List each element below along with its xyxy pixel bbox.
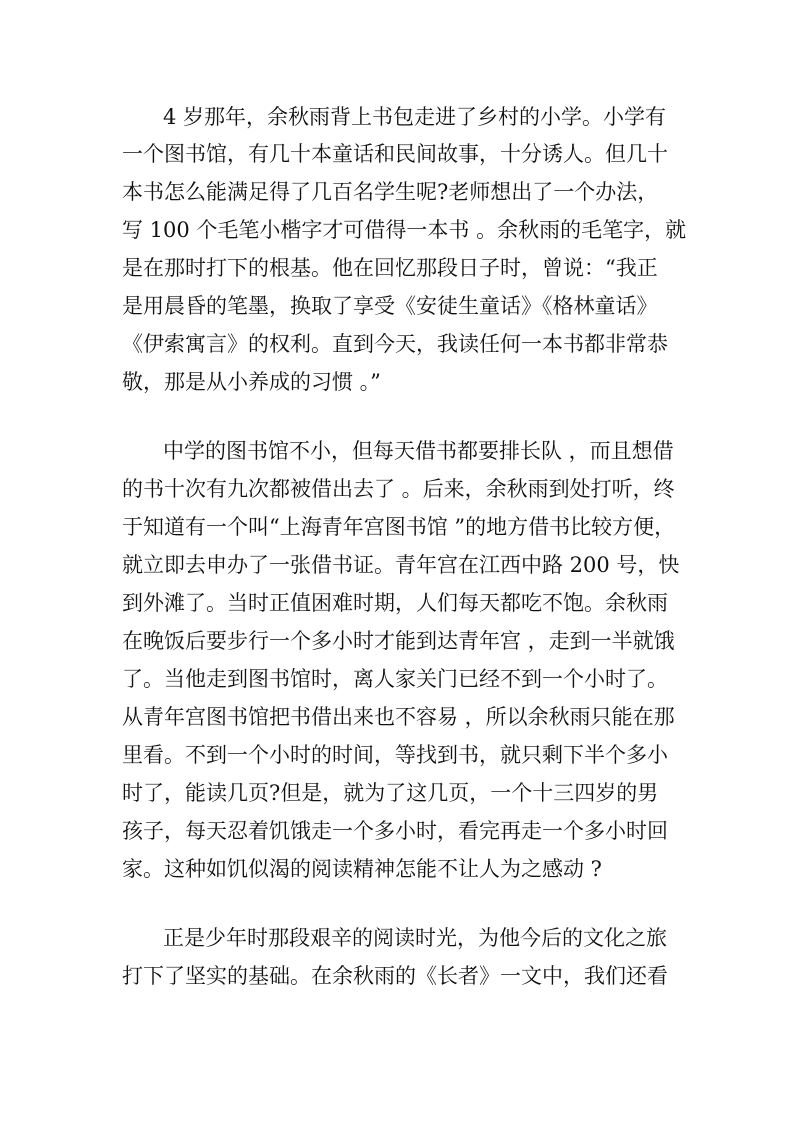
paragraph-2-line-9: 里看。不到一个小时的时间，等找到书，就只剩下半个多小: [122, 743, 668, 767]
paragraph-1-line-4: 写 100 个毛笔小楷字才可借得一本书 。余秋雨的毛笔字，就: [122, 218, 687, 242]
paragraph-2-line-6: 在晚饭后要步行一个多小时才能到达青年宫 ，走到一半就饿: [122, 629, 675, 653]
paragraph-1-line-6: 是用晨昏的笔墨，换取了享受《安徒生童话》《格林童话》: [122, 294, 658, 318]
paragraph-1-line-5: 是在那时打下的根基。他在回忆那段日子时，曾说：“我正: [122, 256, 658, 280]
paragraph-1-line-1: 4 岁那年，余秋雨背上书包走进了乡村的小学。小学有: [163, 105, 667, 129]
paragraph-2-line-2: 的书十次有九次都被借出去了 。后来，余秋雨到处打听，终: [122, 477, 675, 501]
paragraph-3-line-1: 正是少年时那段艰辛的阅读时光，为他今后的文化之旅: [163, 926, 667, 950]
paragraph-3-line-2: 打下了坚实的基础。在余秋雨的《长者》一文中，我们还看: [122, 964, 668, 988]
paragraph-2-line-8: 从青年宫图书馆把书借出来也不容易 ，所以余秋雨只能在那: [122, 705, 675, 729]
paragraph-2-line-1: 中学的图书馆不小，但每天借书都要排长队 ，而且想借: [163, 439, 674, 463]
paragraph-2-line-7: 了。当他走到图书馆时，离人家关门已经不到一个小时了。: [122, 667, 668, 691]
paragraph-1-line-2: 一个图书馆，有几十本童话和民间故事，十分诱人。但几十: [122, 142, 668, 166]
paragraph-2-line-5: 到外滩了。当时正值困难时期，人们每天都吃不饱。余秋雨: [122, 591, 668, 615]
paragraph-1-line-7: 《伊索寓言》的权利。直到今天，我读任何一本书都非常恭: [122, 332, 668, 356]
paragraph-2-line-4: 就立即去申办了一张借书证。青年宫在江西中路 200 号，快: [122, 553, 680, 577]
paragraph-2-line-12: 家。这种如饥似渴的阅读精神怎能不让人为之感动 ?: [122, 857, 602, 881]
paragraph-2-line-10: 时了，能读几页?但是，就为了这几页，一个十三四岁的男: [122, 781, 659, 805]
paragraph-2-line-3: 于知道有一个叫“上海青年宫图书馆 ”的地方借书比较方便，: [122, 515, 676, 539]
paragraph-1-line-8: 敬，那是从小养成的习惯 。”: [122, 370, 381, 394]
paragraph-2-line-11: 孩子，每天忍着饥饿走一个多小时，看完再走一个多小时回: [122, 819, 668, 843]
paragraph-1-line-3: 本书怎么能满足得了几百名学生呢?老师想出了一个办法，: [122, 180, 659, 204]
